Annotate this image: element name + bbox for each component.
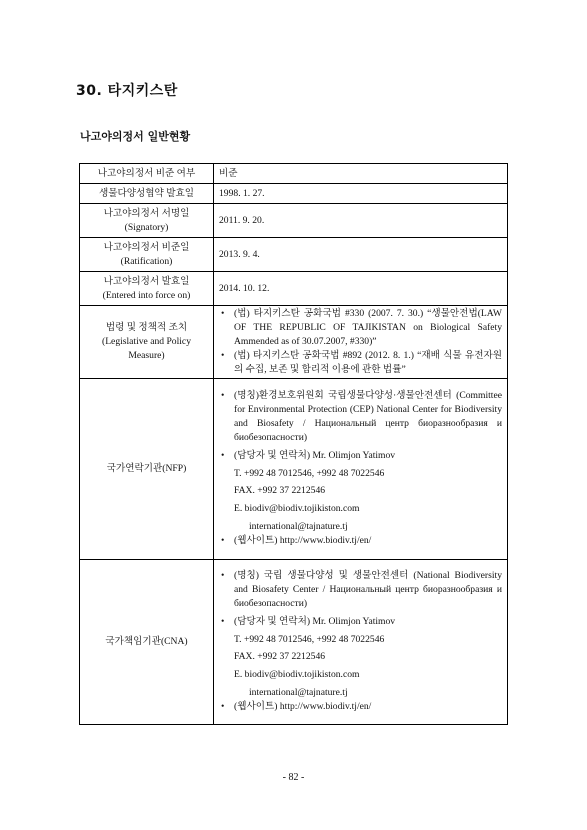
row-label xyxy=(80,272,214,306)
bullet-list xyxy=(219,307,502,377)
table-row xyxy=(80,204,508,238)
row-label xyxy=(80,204,214,238)
bullet-list xyxy=(219,569,502,714)
row-label: 국가연락기관(NFP) xyxy=(80,378,214,559)
page-number: - 82 - xyxy=(282,772,305,783)
nagoya-status-table xyxy=(79,163,508,725)
list-item xyxy=(219,615,502,701)
row-value xyxy=(214,559,508,724)
table-row xyxy=(80,272,508,306)
row-label-korean: 나고야의정서 비준일 xyxy=(103,241,190,253)
row-value: 비준 xyxy=(214,164,508,184)
row-label: 생물다양성협약 발효일 xyxy=(80,184,214,204)
row-label xyxy=(80,306,214,379)
table-row xyxy=(80,184,508,204)
email-text: international@tajnature.tj xyxy=(249,687,348,699)
row-label-english: Measure) xyxy=(128,349,165,361)
row-label-english: (Legislative and Policy xyxy=(102,335,191,347)
list-item: • (명칭) 국립 생물다양성 및 생물안전센터 (National Biodiversity and Biosafety Center / Национальный центр биоразнообразия и биобезопасности) xyxy=(219,569,502,611)
table-row xyxy=(80,559,508,724)
row-value xyxy=(214,306,508,379)
row-label-korean: 나고야의정서 발효일 xyxy=(103,275,190,287)
table-row xyxy=(80,378,508,559)
list-item: • (웹사이트) http://www.biodiv.tj/en/ xyxy=(219,534,502,548)
section-subtitle: 나고야의정서 일반현황 xyxy=(80,130,191,143)
contact-person: • (담당자 및 연락처) Mr. Olimjon Yatimov xyxy=(234,615,396,627)
list-item: • (법) 타지키스탄 공화국법 #892 (2012. 8. 1.) “재배 식물 유전자원의 수집, 보존 및 합리적 이용에 관한 법률” xyxy=(219,349,502,377)
phone-text: T. +992 48 7012546, +992 48 7022546 xyxy=(234,467,385,479)
row-label-english: (Ratification) xyxy=(120,255,173,267)
row-label-korean: 나고야의정서 서명일 xyxy=(103,207,190,219)
table-row xyxy=(80,306,508,379)
list-item: • (명칭)환경보호위원회 국립생물다양성·생물안전센터 (Committee for Environmental Protection (CEP) National Center for Biodiversity and Biosafety / Национальный центр биоразнообразия и биобезопасности) xyxy=(219,389,502,445)
row-value: 2011. 9. 20. xyxy=(214,204,508,238)
bullet-list xyxy=(219,389,502,548)
page-title: 30. 타지키스탄 xyxy=(76,83,178,99)
email-text: E. biodiv@biodiv.tojikiston.com xyxy=(234,669,360,681)
row-label-english: (Signatory) xyxy=(124,221,169,233)
table-row xyxy=(80,238,508,272)
row-label: 국가책임기관(CNA) xyxy=(80,559,214,724)
email-text: international@tajnature.tj xyxy=(249,521,348,533)
row-value: 2014. 10. 12. xyxy=(214,272,508,306)
row-value: 2013. 9. 4. xyxy=(214,238,508,272)
table-row xyxy=(80,164,508,184)
email-text: E. biodiv@biodiv.tojikiston.com xyxy=(234,503,360,515)
row-label-korean: 법령 및 정책적 조치 xyxy=(105,321,188,333)
list-item: • (웹사이트) http://www.biodiv.tj/en/ xyxy=(219,700,502,714)
contact-person: • (담당자 및 연락처) Mr. Olimjon Yatimov xyxy=(234,449,396,461)
fax-text: FAX. +992 37 2212546 xyxy=(234,485,326,497)
fax-text: FAX. +992 37 2212546 xyxy=(234,651,326,663)
row-label xyxy=(80,238,214,272)
row-value: 1998. 1. 27. xyxy=(214,184,508,204)
row-value xyxy=(214,378,508,559)
list-item: • (법) 타지키스탄 공화국법 #330 (2007. 7. 30.) “생물안전법(LAW OF THE REPUBLIC OF TAJIKISTAN on Biological Safety Ammended as of 30.07.2007, #330)” xyxy=(219,307,502,349)
phone-text: T. +992 48 7012546, +992 48 7022546 xyxy=(234,633,385,645)
list-item xyxy=(219,449,502,535)
row-label: 나고야의정서 비준 여부 xyxy=(80,164,214,184)
row-label-english: (Entered into force on) xyxy=(102,289,191,301)
